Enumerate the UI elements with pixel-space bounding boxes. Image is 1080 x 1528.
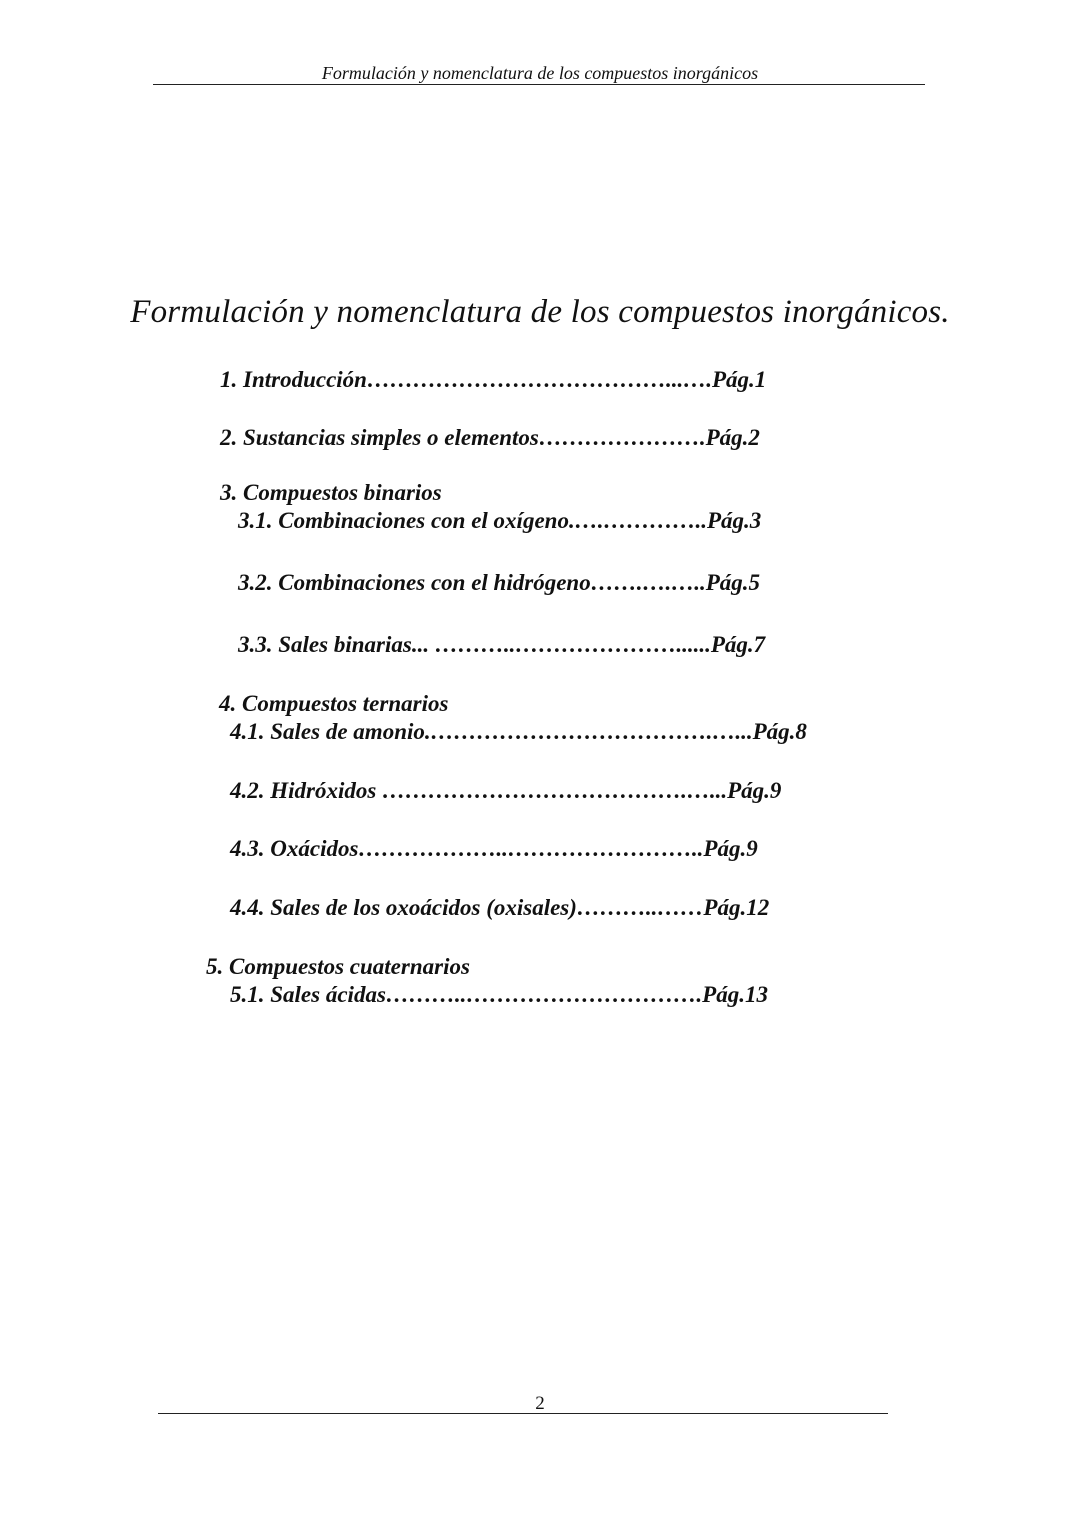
toc-item-introduccion: 1. Introducción…………………………………...….Pág.1 [220,367,767,392]
toc-item-sustancias-simples: 2. Sustancias simples o elementos………………….Pág.2 [220,425,760,450]
toc-item-sales-binarias: 3.3. Sales binarias... ………..…………………......Pág.7 [238,632,766,657]
running-header-title: Formulación y nomenclatura de los compuestos inorgánicos [321,63,759,83]
document-title: Formulación y nomenclatura de los compuestos inorgánicos. [130,294,950,330]
footer-rule [158,1413,888,1414]
page-number: 2 [535,1393,545,1414]
toc-item-combinaciones-hidrogeno: 3.2. Combinaciones con el hidrógeno…….….…..Pág.5 [238,570,760,595]
toc-section-compuestos-binarios: 3. Compuestos binarios [220,480,442,505]
toc-item-sales-acidas: 5.1. Sales ácidas………..………………………….Pág.13 [230,982,768,1007]
toc-item-hidroxidos: 4.2. Hidróxidos ………………………………….…...Pág.9 [230,778,782,803]
toc-section-compuestos-cuaternarios: 5. Compuestos cuaternarios [206,954,470,979]
toc-item-combinaciones-oxigeno: 3.1. Combinaciones con el oxígeno.….…………..Pág.3 [238,508,762,533]
toc-item-oxacidos: 4.3. Oxácidos………………..……………………..Pág.9 [230,836,758,861]
toc-item-sales-amonio: 4.1. Sales de amonio.……………………………….…...Pág.8 [230,719,807,744]
header-rule [153,84,925,85]
toc-section-compuestos-ternarios: 4. Compuestos ternarios [219,691,449,716]
toc-item-sales-oxoacidos: 4.4. Sales de los oxoácidos (oxisales)………..……Pág.12 [230,895,770,920]
